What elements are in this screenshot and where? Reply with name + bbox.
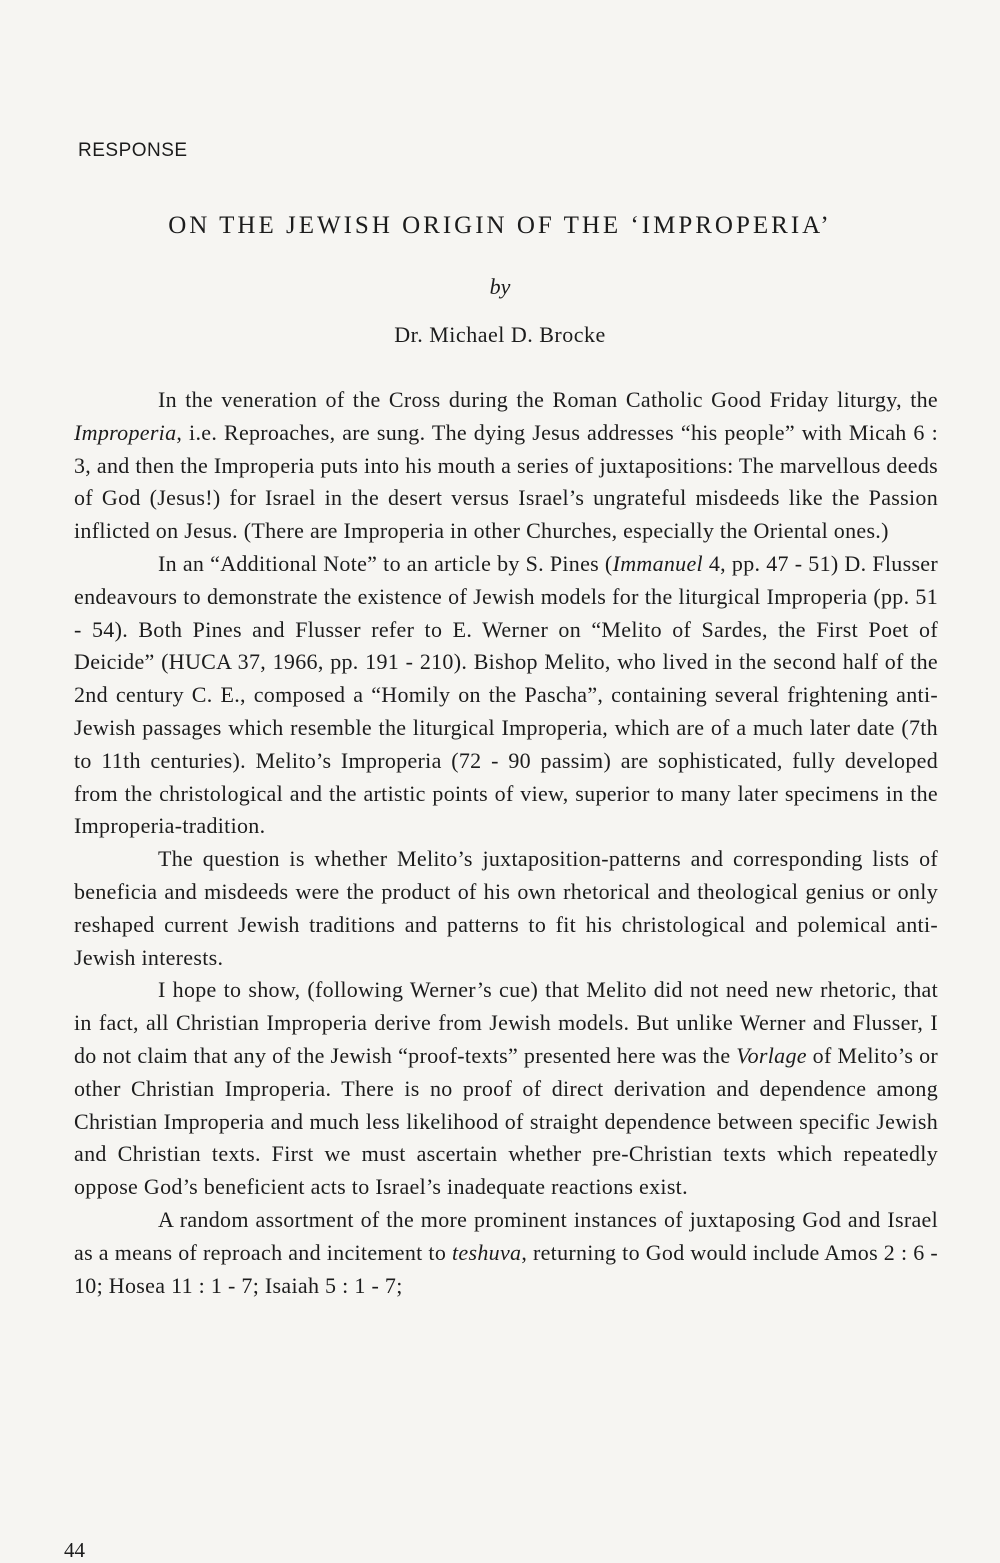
- paragraph: The question is whether Melito’s juxtaposition-patterns and corresponding lists of beneficia and misdeeds were the product of his own rhetorical and theological genius or only reshaped current Jewish traditions and patterns to fit his christological and polemical anti-Jewish interests.: [74, 846, 938, 970]
- author-name: Dr. Michael D. Brocke: [394, 322, 606, 347]
- paragraph: In the veneration of the Cross during the Roman Catholic Good Friday liturgy, the Improperia, i.e. Reproaches, are sung. The dying Jesus addresses “his people” with Micah 6 : 3, and then the Improperia puts into his mouth a series of juxtapositions: The marvellous deeds of God (Jesus!) for Israel in the desert versus Israel’s ungrateful misdeeds like the Passion inflicted on Jesus. (There are Improperia in other Churches, especially the Oriental ones.): [74, 387, 938, 544]
- italic-term: teshuva: [452, 1239, 522, 1265]
- italic-term: Vorlage: [736, 1042, 807, 1068]
- paragraph: A random assortment of the more prominent instances of juxtaposing God and Israel as a means of reproach and incitement to teshuva, returning to God would include Amos 2 : 6 - 10; Hosea 11 : 1 - 7; Isaiah 5 : 1 - 7;: [74, 1206, 938, 1298]
- paragraph: In an “Additional Note” to an article by S. Pines (Immanuel 4, pp. 47 - 51) D. Flusser endeavours to demonstrate the existence of Jewish models for the liturgical Improperia (pp. 51 - 54). Both Pines and Flusser refer to E. Werner on “Melito of Sardes, the First Poet of Deicide” (HUCA 37, 1966, pp. 191 - 210). Bishop Melito, who lived in the second half of the 2nd century C. E., composed a “Homily on the Pascha”, containing several frightening anti-Jewish passages which resemble the liturgical Improperia, which are of a much later date (7th to 11th centuries). Melito’s Improperia (72 - 90 passim) are sophisticated, fully developed from the christological and the artistic points of view, superior to many later specimens in the Improperia-tradition.: [74, 550, 938, 839]
- paragraph: I hope to show, (following Werner’s cue) that Melito did not need new rhetoric, that in fact, all Christian Improperia derive from Jewish models. But unlike Werner and Flusser, I do not claim that any of the Jewish “proof-texts” presented here was the Vorlage of Melito’s or other Christian Improperia. There is no proof of direct derivation and dependence among Christian Improperia and much less likelihood of straight dependence between specific Jewish and Christian texts. First we must ascertain whether pre-Christian texts which repeatedly oppose God’s beneficient acts to Israel’s inadequate reactions exist.: [74, 977, 938, 1200]
- italic-term: Immanuel: [612, 550, 703, 576]
- article-body: [74, 384, 938, 1302]
- article-title: ON THE JEWISH ORIGIN OF THE ‘IMPROPERIA’: [168, 212, 832, 239]
- section-label: RESPONSE: [78, 140, 188, 161]
- byline: by: [489, 274, 511, 299]
- page-number: 44: [64, 1538, 85, 1562]
- italic-term: Improperia: [74, 419, 177, 445]
